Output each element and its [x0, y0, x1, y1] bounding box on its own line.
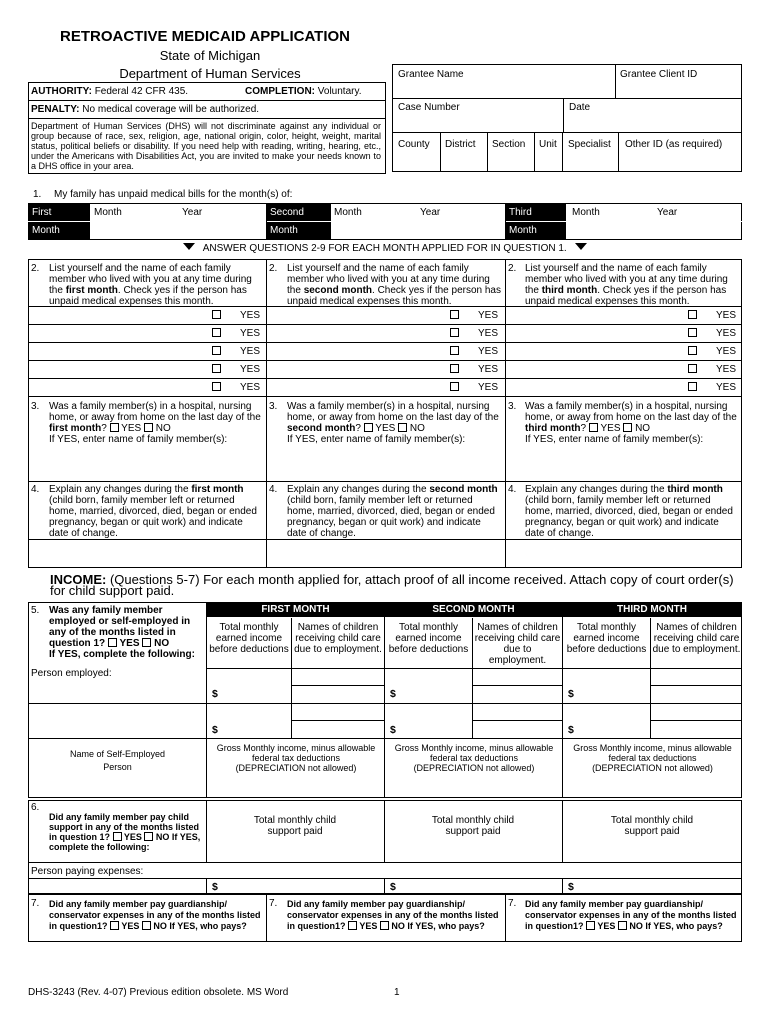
yes-label: YES	[478, 328, 499, 339]
yes-checkbox[interactable]	[212, 364, 221, 373]
q4-text-first: Explain any changes during the first month (child born, family member left or returned home, married, divorced, died, began or ended pregnancy, began or quit work) and indicate date of change.	[49, 484, 257, 539]
support-paid-header: Total monthly child support paid	[431, 815, 515, 837]
dollar-sign: $	[212, 881, 218, 893]
yes-checkbox[interactable]	[450, 310, 459, 319]
date-field[interactable]: Date	[569, 102, 591, 113]
q4-text-third: Explain any changes during the third month (child born, family member left or returned home, married, divorced, died, began or ended pregnancy, began or quit work) and indicate date of change.	[525, 484, 733, 539]
state-name: State of Michigan	[159, 48, 261, 63]
yes-label: YES	[716, 346, 737, 357]
yes-checkbox[interactable]	[450, 382, 459, 391]
children-names-header: Names of children receiving child care due to employment.	[474, 622, 561, 666]
person-paying-label: Person paying expenses:	[31, 866, 144, 877]
specialist-field[interactable]: Specialist	[568, 139, 611, 150]
yes-checkbox[interactable]	[688, 364, 697, 373]
total-earned-header: Total monthly earned income before deductions	[209, 622, 289, 655]
gross-income-label: Gross Monthly income, minus allowable federal tax deductions (DEPRECIATION not allowed)	[573, 743, 732, 773]
case-number-field[interactable]: Case Number	[398, 102, 460, 113]
yes-label: YES	[716, 364, 737, 375]
dollar-sign: $	[390, 688, 396, 700]
support-paid-header: Total monthly child support paid	[610, 815, 694, 837]
no-checkbox[interactable]	[144, 832, 153, 841]
q5-number: 5.	[31, 605, 40, 616]
section-field[interactable]: Section	[492, 139, 526, 150]
district-field[interactable]: District	[445, 139, 476, 150]
no-checkbox[interactable]	[398, 423, 407, 432]
q6-text: Did any family member pay child support in any of the months listed in question 1? YES NO If YES, complete the following:	[49, 812, 201, 852]
q1-second-month-input[interactable]: Month	[334, 207, 362, 218]
yes-checkbox[interactable]	[688, 346, 697, 355]
q3-number: 3.	[269, 401, 278, 412]
q7-text-second: Did any family member pay guardianship/ conservator expenses in any of the months listed in question1? YES NO If YES, who pays?	[287, 899, 499, 931]
q7-number: 7.	[31, 898, 40, 909]
yes-checkbox[interactable]	[348, 921, 357, 930]
q3-text-second: Was a family member(s) in a hospital, nursing home, or away from home on the last day of the second month? YES NO If YES, enter name of family member(s):	[287, 401, 499, 445]
q4-number: 4.	[508, 484, 517, 495]
q1-second-year-input[interactable]: Year	[420, 207, 441, 218]
children-names-header: Names of children receiving child care due to employment.	[294, 622, 382, 655]
total-earned-header: Total monthly earned income before deductions	[388, 622, 469, 655]
q1-third-label: Third	[509, 207, 532, 218]
yes-checkbox[interactable]	[212, 328, 221, 337]
yes-label: YES	[240, 310, 261, 321]
person-employed-label: Person employed:	[31, 668, 112, 679]
q4-text-second: Explain any changes during the second month (child born, family member left or returned home, married, divorced, died, began or ended pregnancy, began or quit work) and indicate date of change.	[287, 484, 498, 539]
q7-text-third: Did any family member pay guardianship/ conservator expenses in any of the months listed in question1? YES NO If YES, who pays?	[525, 899, 737, 931]
q5-text: Was any family member employed or self-employed in any of the months listed in question 1? YES NO If YES, complete the following:	[49, 605, 195, 660]
yes-checkbox[interactable]	[364, 423, 373, 432]
penalty: PENALTY: No medical coverage will be authorized.	[31, 104, 260, 115]
total-earned-header: Total monthly earned income before deductions	[566, 622, 647, 655]
form-id: DHS-3243 (Rev. 4-07) Previous edition obsolete. MS Word	[28, 987, 289, 998]
q1-first-label: First	[32, 207, 52, 218]
q7-number: 7.	[269, 898, 278, 909]
nondiscrimination-notice: Department of Human Services (DHS) will not discriminate against any individual or group because of race, sex, religion, age, national origin, color, height, weight, marital status, political beliefs or disability. If you need help with reading, writing, hearing, etc., under the Americans with Disabilities Act, you are invited to make your needs known to a DHS office in your area.	[31, 121, 381, 171]
no-checkbox[interactable]	[623, 423, 632, 432]
yes-checkbox[interactable]	[108, 638, 117, 647]
yes-label: YES	[716, 328, 737, 339]
no-checkbox[interactable]	[142, 921, 151, 930]
down-triangle-icon	[183, 243, 195, 250]
yes-label: YES	[240, 346, 261, 357]
q2-number: 2.	[508, 263, 517, 274]
q1-third-month-input[interactable]: Month	[572, 207, 600, 218]
gross-income-label: Gross Monthly income, minus allowable federal tax deductions (DEPRECIATION not allowed)	[216, 743, 376, 773]
third-month-header: THIRD MONTH	[563, 603, 741, 617]
q1-number: 1.	[33, 189, 42, 200]
q1-text: My family has unpaid medical bills for the month(s) of:	[54, 189, 293, 200]
yes-checkbox[interactable]	[450, 328, 459, 337]
yes-checkbox[interactable]	[212, 382, 221, 391]
dollar-sign: $	[390, 724, 396, 736]
yes-checkbox[interactable]	[450, 346, 459, 355]
yes-label: YES	[240, 364, 261, 375]
yes-checkbox[interactable]	[212, 346, 221, 355]
q3-text-third: Was a family member(s) in a hospital, nursing home, or away from home on the last day of the third month? YES NO If YES, enter name of family member(s):	[525, 401, 737, 445]
q1-first-month-label: Month	[32, 225, 60, 236]
q3-number: 3.	[508, 401, 517, 412]
form-title: RETROACTIVE MEDICAID APPLICATION	[60, 28, 351, 45]
yes-checkbox[interactable]	[212, 310, 221, 319]
yes-label: YES	[478, 364, 499, 375]
q1-third-year-input[interactable]: Year	[657, 207, 678, 218]
support-paid-header: Total monthly child support paid	[253, 815, 337, 837]
grantee-client-id-field[interactable]: Grantee Client ID	[620, 69, 698, 80]
grantee-name-field[interactable]: Grantee Name	[398, 69, 464, 80]
q3-text-first: Was a family member(s) in a hospital, nursing home, or away from home on the last day of the first month? YES NO If YES, enter name of family member(s):	[49, 401, 261, 445]
q2-number: 2.	[31, 263, 40, 274]
county-field[interactable]: County	[398, 139, 430, 150]
q2-number: 2.	[269, 263, 278, 274]
no-checkbox[interactable]	[618, 921, 627, 930]
first-month-header: FIRST MONTH	[207, 603, 384, 617]
q2-text-second: List yourself and the name of each family member who lived with you at any time during the second month. Check yes if the person has unpaid medical expenses this month.	[287, 263, 501, 307]
yes-checkbox[interactable]	[688, 328, 697, 337]
no-checkbox[interactable]	[380, 921, 389, 930]
children-names-header: Names of children receiving child care due to employment.	[652, 622, 741, 655]
gross-income-label: Gross Monthly income, minus allowable federal tax deductions (DEPRECIATION not allowed)	[394, 743, 554, 773]
yes-checkbox[interactable]	[450, 364, 459, 373]
dollar-sign: $	[212, 688, 218, 700]
yes-checkbox[interactable]	[113, 832, 122, 841]
dollar-sign: $	[390, 881, 396, 893]
dollar-sign: $	[568, 688, 574, 700]
q1-first-month-input[interactable]: Month	[94, 207, 122, 218]
yes-checkbox[interactable]	[589, 423, 598, 432]
q4-number: 4.	[269, 484, 278, 495]
authority: AUTHORITY: Federal 42 CFR 435.	[31, 86, 189, 97]
q7-number: 7.	[508, 898, 517, 909]
q1-first-year-input[interactable]: Year	[182, 207, 203, 218]
office-use-box	[392, 64, 742, 172]
yes-checkbox[interactable]	[110, 921, 119, 930]
department-name: Department of Human Services	[119, 66, 301, 81]
q6-number: 6.	[31, 802, 40, 813]
q3-number: 3.	[31, 401, 40, 412]
q4-number: 4.	[31, 484, 40, 495]
income-heading: INCOME: (Questions 5-7) For each month applied for, attach proof of all income received. Attach copy of court order(s) for child support paid.	[50, 572, 734, 598]
yes-label: YES	[240, 382, 261, 393]
dollar-sign: $	[568, 881, 574, 893]
yes-label: YES	[478, 382, 499, 393]
yes-label: YES	[478, 346, 499, 357]
yes-label: YES	[716, 382, 737, 393]
yes-label: YES	[240, 328, 261, 339]
q2-text-third: List yourself and the name of each family member who lived with you at any time during the third month. Check yes if the person has unpaid medical expenses this month.	[525, 263, 728, 307]
yes-checkbox[interactable]	[688, 382, 697, 391]
other-id-field[interactable]: Other ID (as required)	[625, 139, 723, 150]
q7-text-first: Did any family member pay guardianship/ conservator expenses in any of the months listed in question1? YES NO If YES, who pays?	[49, 899, 261, 931]
second-month-header: SECOND MONTH	[385, 603, 562, 617]
dollar-sign: $	[568, 724, 574, 736]
yes-label: YES	[716, 310, 737, 321]
yes-checkbox[interactable]	[688, 310, 697, 319]
no-checkbox[interactable]	[142, 638, 151, 647]
page-number: 1	[394, 987, 400, 998]
q1-second-month-label: Month	[270, 225, 298, 236]
answer-banner: ANSWER QUESTIONS 2-9 FOR EACH MONTH APPLIED FOR IN QUESTION 1.	[28, 243, 742, 254]
unit-field[interactable]: Unit	[539, 139, 557, 150]
q1-second-label: Second	[270, 207, 304, 218]
completion: COMPLETION: Voluntary.	[245, 86, 362, 97]
yes-label: YES	[478, 310, 499, 321]
yes-checkbox[interactable]	[586, 921, 595, 930]
no-checkbox[interactable]	[144, 423, 153, 432]
q1-third-month-label: Month	[509, 225, 537, 236]
self-employed-label: Name of Self-Employed Person	[69, 749, 166, 772]
dollar-sign: $	[212, 724, 218, 736]
yes-checkbox[interactable]	[110, 423, 119, 432]
q2-text-first: List yourself and the name of each family member who lived with you at any time during the first month. Check yes if the person has unpaid medical expenses this month.	[49, 263, 252, 307]
down-triangle-icon	[575, 243, 587, 250]
